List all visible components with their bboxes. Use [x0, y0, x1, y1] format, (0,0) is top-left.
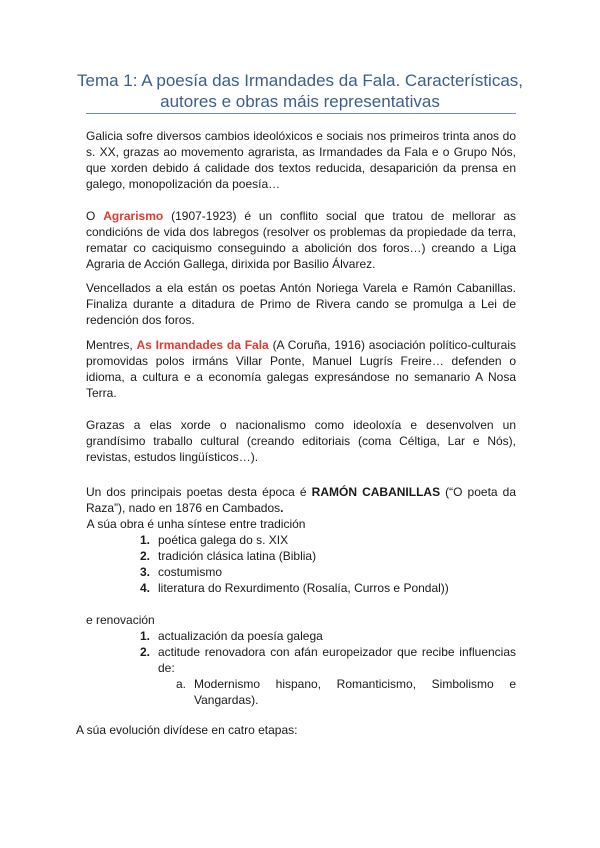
cabanillas-paragraph — [86, 484, 516, 516]
cabanillas-text: (“O poeta da Raza”), nado en 1876 en Cambados — [86, 485, 517, 515]
renovacion-subnum-a: a. — [176, 677, 187, 691]
poets-paragraph: Vencellados a ela están os poetas Antón Noriega Varela e Ramón Cabanillas. Finaliza durante a ditadura de Primo de Rivera cando se promulga a Lei de redención dos foros. — [86, 281, 516, 327]
nacionalismo-paragraph: Grazas a elas xorde o nacionalismo como ideoloxía e desenvolven un grandísimo traballo cultural (creando editoriais (coma Céltiga, Lar e Nós), revistas, estudos lingüísticos…). — [86, 418, 516, 464]
tradicion-num-3: 3. — [140, 565, 151, 579]
renovacion-line: e renovación — [86, 613, 155, 627]
page-title — [60, 70, 540, 112]
evolucion-line: A súa evolución divídese en catro etapas: — [76, 723, 298, 737]
tradicion-item-1: poética galega do s. XIX — [158, 533, 289, 547]
title-underline — [86, 113, 516, 114]
cabanillas-period: . — [280, 501, 284, 515]
cabanillas-name: RAMÓN CABANILLAS — [311, 485, 441, 499]
irmandades-prefix: Mentres, — [86, 338, 137, 352]
tradicion-num-2: 2. — [140, 549, 151, 563]
renovacion-num-2: 2. — [140, 645, 151, 659]
irmandades-paragraph — [86, 337, 516, 401]
renovacion-item-1: actualización da poesía galega — [158, 629, 323, 643]
obra-line: A súa obra é unha síntese entre tradición — [84, 517, 306, 531]
tradicion-item-2: tradición clásica latina (Biblia) — [158, 549, 317, 563]
agrarismo-term: Agrarismo — [103, 209, 164, 223]
renovacion-subitem-a: Modernismo hispano, Romanticismo, Simbolismo e Vangardas). — [194, 677, 516, 707]
tradicion-num-1: 1. — [140, 533, 151, 547]
cabanillas-prefix: Un dos principais poetas desta época é — [86, 485, 312, 499]
agrarismo-paragraph — [86, 208, 516, 272]
tradicion-num-4: 4. — [140, 581, 151, 595]
irmandades-text: (A Coruña, 1916) asociación político-culturais promovidas polos irmáns Villar Ponte, Manuel Lugrís Freire… defenden o idioma, a cultura e a economía galegas expresándose no semanario A Nosa Terra. — [86, 338, 517, 400]
intro-paragraph: Galicia sofre diversos cambios ideolóxicos e sociais nos primeiros trinta anos do s. XX, grazas ao movemento agrarista, as Irmandades da Fala e o Grupo Nós, que xorden debido á calidade dos textos reducida, desaparición da prensa en galego, monopolización da poesía… — [86, 129, 516, 191]
tradicion-item-3: costumismo — [158, 565, 223, 579]
title-line-1: Tema 1: A poesía das Irmandades da Fala. Características, — [76, 71, 523, 90]
agrarismo-text: (1907-1923) é un conflito social que tratou de mellorar as condicións de vida dos labregos (resolver os problemas da propiedade da terra, rematar co caciquismo conseguindo a abolición dos foros…) creando a Liga Agraria de Acción Gallega, dirixida por Basilio Álvarez. — [86, 209, 517, 271]
title-line-2: autores e obras máis representativas — [160, 92, 440, 111]
renovacion-num-1: 1. — [140, 629, 151, 643]
agrarismo-prefix: O — [86, 209, 104, 223]
tradicion-item-4: literatura do Rexurdimento (Rosalía, Curros e Pondal)) — [158, 581, 449, 595]
irmandades-term: As Irmandades da Fala — [136, 338, 269, 352]
renovacion-item-2: actitude renovadora con afán europeizador que recibe influencias de: — [158, 645, 516, 675]
